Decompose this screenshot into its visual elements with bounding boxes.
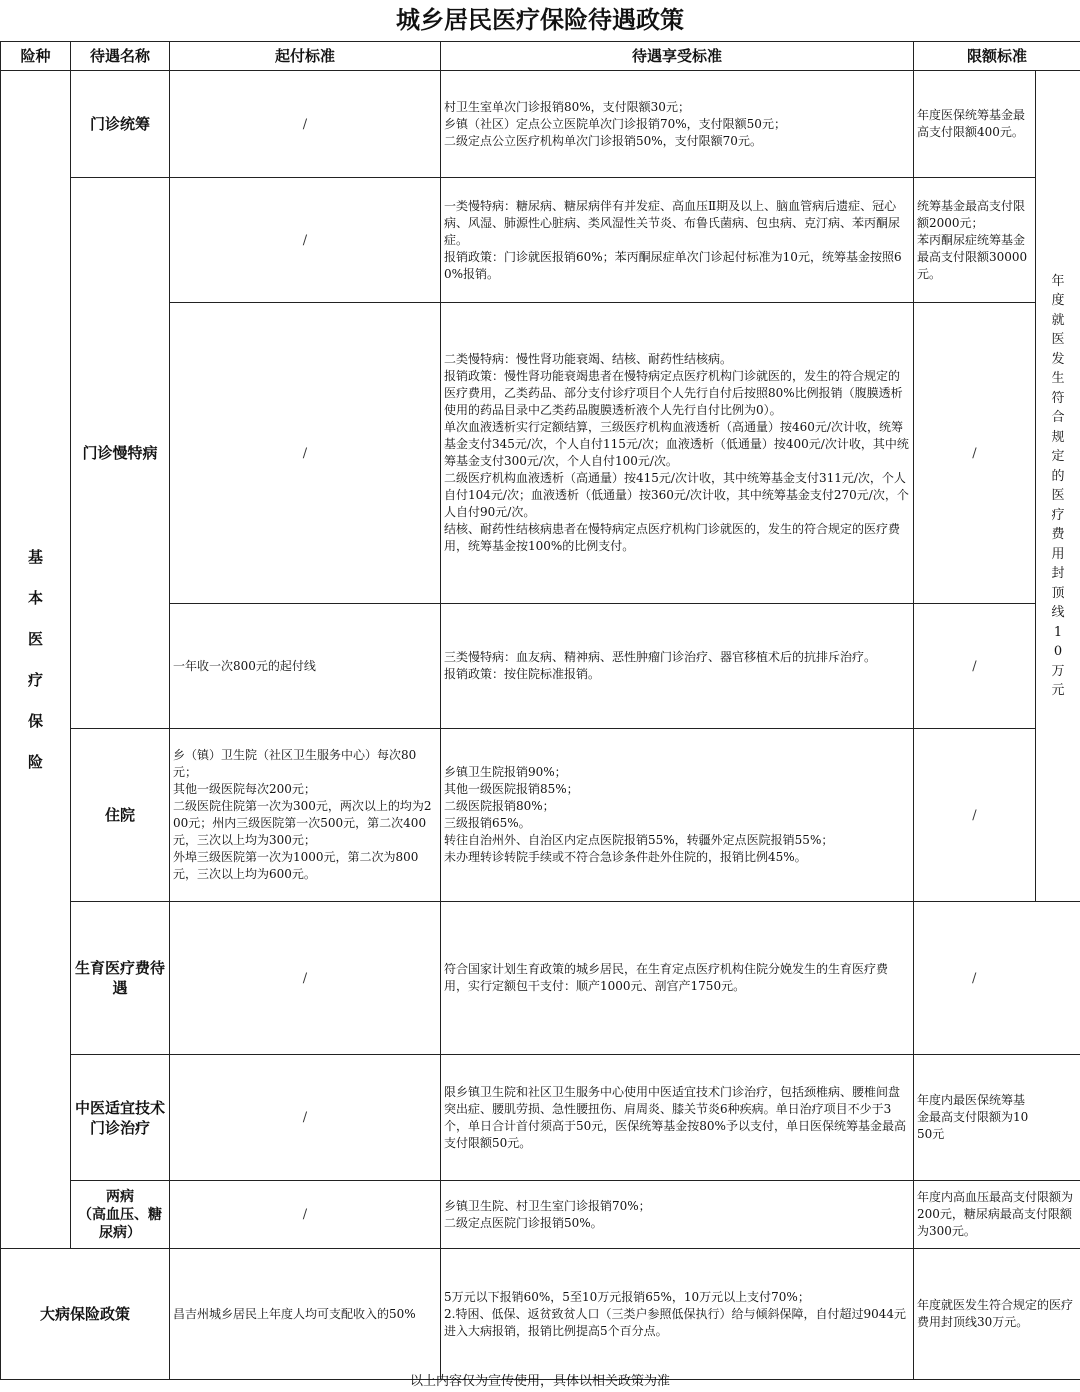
standard-cell: 三类慢特病：血友病、精神病、恶性肿瘤门诊治疗、器官移植术后的抗排斥治疗。 报销政策：按住院标准报销。	[441, 604, 914, 729]
table-row	[1, 902, 1080, 1055]
benefit-name: 门诊慢特病	[71, 178, 170, 729]
category-basic-medical: 基本医疗保险	[1, 71, 71, 1249]
standard-cell: 二类慢特病：慢性肾功能衰竭、结核、耐药性结核病。 报销政策：慢性肾功能衰竭患者在慢特病定点医疗机构门诊就医的，发生的符合规定的医疗费用，乙类药品、部分支付诊疗项目个人先行自付后按照80%比例报销（腹膜透析使用的药品目录中乙类药品腹膜透析液个人先行自付比例为0）。 单次血液透析实行定额结算，三级医疗机构血液透析（高通量）按460元/次计收，统筹基金支付345元/次，个人自付115元/次；血液透析（低通量）按400元/次计收，其中统筹基金支付300元/次，个人自付100元/次。 二级医疗机构血液透析（高通量）按415元/次计收，其中统筹基金支付311元/次，个人自付104元/次；血液透析（低通量）按360元/次计收，其中统筹基金支付270元/次，个人自付90元/次。 结核、耐药性结核病患者在慢特病定点医疗机构门诊就医的，发生的符合规定的医疗费用，统筹基金按100%的比例支付。	[441, 303, 914, 604]
limit-cell: /	[914, 604, 1036, 729]
category-critical-illness: 大病保险政策	[1, 1249, 170, 1380]
limit-cell: 年度就医发生符合规定的医疗费用封顶线30万元。	[914, 1249, 1080, 1380]
table-row	[1, 1249, 1080, 1380]
limit-cell: /	[914, 902, 1080, 1055]
standard-cell: 限乡镇卫生院和社区卫生服务中心使用中医适宜技术门诊治疗，包括颈椎病、腰椎间盘突出症、腰肌劳损、急性腰扭伤、肩周炎、膝关节炎6种疾病。单日治疗项目不少于3个，单日合计首付须高于50元，医保统筹基金按80%予以支付，单日医保统筹基金最高支付限额50元。	[441, 1055, 914, 1181]
header-benefit-standard: 待遇享受标准	[441, 42, 914, 71]
standard-cell: 乡镇卫生院、村卫生室门诊报销70%； 二级定点医院门诊报销50%。	[441, 1181, 914, 1249]
table-row	[1, 729, 1080, 902]
benefit-name: 生育医疗费待遇	[71, 902, 170, 1055]
limit-cell: 统筹基金最高支付限额2000元； 苯丙酮尿症统筹基金最高支付限额30000元。	[914, 178, 1036, 303]
header-deductible: 起付标准	[170, 42, 441, 71]
table-header-row	[1, 42, 1080, 71]
table-row	[1, 1055, 1080, 1181]
deductible-cell: /	[170, 902, 441, 1055]
basic-overall-limit: 年度就医发生符合规定的医疗费用封顶线10万元	[1036, 71, 1080, 902]
table-row	[1, 1181, 1080, 1249]
standard-cell: 一类慢特病：糖尿病、糖尿病伴有并发症、高血压Ⅱ期及以上、脑血管病后遗症、冠心病、风湿、肺源性心脏病、类风湿性关节炎、布鲁氏菌病、包虫病、克汀病、苯丙酮尿症。 报销政策：门诊就医报销60%；苯丙酮尿症单次门诊起付标准为10元，统筹基金按照60%报销。	[441, 178, 914, 303]
benefit-name: 门诊统筹	[71, 71, 170, 178]
deductible-cell: 一年收一次800元的起付线	[170, 604, 441, 729]
disclaimer-footer: 以上内容仅为宣传使用，具体以相关政策为准	[409, 1374, 670, 1389]
header-insurance-type: 险种	[1, 42, 71, 71]
benefit-name: 两病 （高血压、糖尿病）	[71, 1181, 170, 1249]
table-row	[1, 178, 1080, 303]
standard-cell: 5万元以下报销60%，5至10万元报销65%，10万元以上支付70%； 2.特困、低保、返贫致贫人口（三类户参照低保执行）给与倾斜保障，自付超过9044元进入大病报销，报销比例提高5个百分点。	[441, 1249, 914, 1380]
deductible-cell: /	[170, 1055, 441, 1181]
benefit-name: 住院	[71, 729, 170, 902]
benefit-name: 中医适宜技术门诊治疗	[71, 1055, 170, 1181]
header-limit: 限额标准	[914, 42, 1080, 71]
deductible-cell: /	[170, 1181, 441, 1249]
limit-cell: /	[914, 729, 1036, 902]
limit-cell: 年度医保统筹基金最高支付限额400元。	[914, 71, 1036, 178]
limit-cell: 年度内最医保统筹基金最高支付限额为1050元	[914, 1055, 1080, 1181]
limit-cell: 年度内高血压最高支付限额为200元，糖尿病最高支付限额为300元。	[914, 1181, 1080, 1249]
table-row	[1, 71, 1080, 178]
limit-cell: /	[914, 303, 1036, 604]
page-title: 城乡居民医疗保险待遇政策	[396, 6, 684, 34]
standard-cell: 符合国家计划生育政策的城乡居民，在生育定点医疗机构住院分娩发生的生育医疗费用，实行定额包干支付：顺产1000元、剖宫产1750元。	[441, 902, 914, 1055]
deductible-cell: 乡（镇）卫生院（社区卫生服务中心）每次80元； 其他一级医院每次200元； 二级医院住院第一次为300元，两次以上的均为200元；州内三级医院第一次500元，第二次400元，三次以上均为300元； 外埠三级医院第一次为1000元，第二次为800元，三次以上均为600元。	[170, 729, 441, 902]
policy-table	[0, 41, 1080, 1380]
deductible-cell: /	[170, 303, 441, 604]
deductible-cell: 昌吉州城乡居民上年度人均可支配收入的50%	[170, 1249, 441, 1380]
deductible-cell: /	[170, 71, 441, 178]
standard-cell: 村卫生室单次门诊报销80%，支付限额30元； 乡镇（社区）定点公立医院单次门诊报销70%，支付限额50元； 二级定点公立医疗机构单次门诊报销50%，支付限额70元。	[441, 71, 914, 178]
standard-cell: 乡镇卫生院报销90%； 其他一级医院报销85%； 二级医院报销80%； 三级报销65%。 转往自治州外、自治区内定点医院报销55%，转疆外定点医院报销55%； 未办理转诊转院手续或不符合急诊条件赴外住院的，报销比例45%。	[441, 729, 914, 902]
deductible-cell: /	[170, 178, 441, 303]
header-benefit-name: 待遇名称	[71, 42, 170, 71]
